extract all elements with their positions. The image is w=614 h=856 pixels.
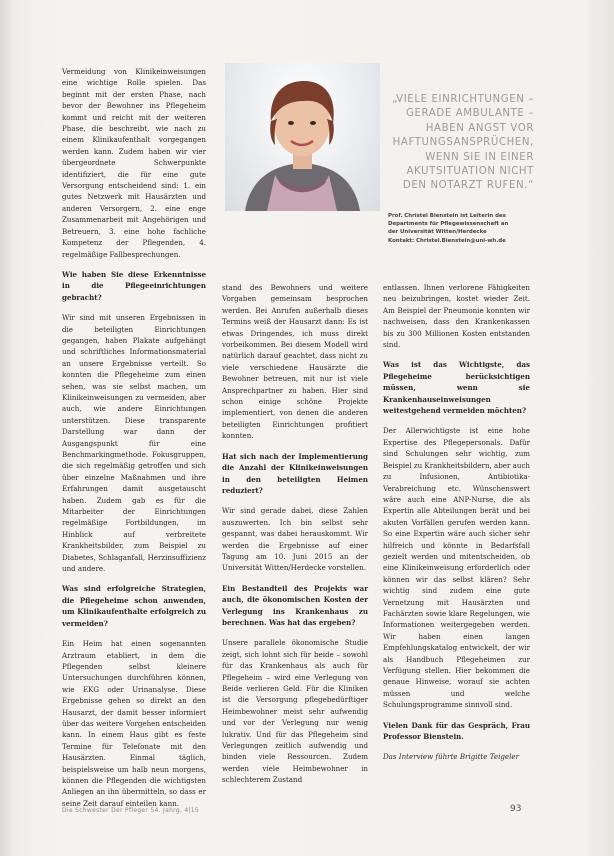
caption-line-4: Kontakt: Christel.Bienstein@uni-wh.de — [388, 237, 506, 244]
col1-question-2: Was sind erfolgreiche Strategien, die Pflegeheime schon anwenden, um Klinikaufenthalte erfolgreich zu vermeiden? — [62, 584, 206, 628]
col2-question-1: Hat sich nach der Implementierung die Anzahl der Klinikeinweisungen in den beteiligten Heimen reduziert? — [222, 451, 368, 495]
col3-question-1: Was ist das Wichtigste, das Pflegeheime berücksichtigen müssen, wenn sie Krankenhauseinweisungen weitestgehend vermeiden möchten? — [383, 360, 530, 416]
col2-paragraph-2: Wir sind gerade dabei, diese Zahlen auszuwerten. Ich bin selbst sehr gespannt, was dabei herauskommt. Wir werden die Ergebnisse auf einer Tagung am 10. Juni 2015 an der Universität Witten/Herdecke vorstellen. — [222, 506, 368, 573]
col2-question-2: Ein Bestandteil des Projekts war auch, die ökonomischen Kosten der Verlegung ins Krankenhaus zu berechnen. Was hat das ergeben? — [222, 583, 368, 627]
col1-paragraph-3: Ein Heim hat einen sogenannten Arztraum etabliert, in dem die Pflegenden selbst kleinere Untersuchungen durchführen können, wie EKG oder Urinanalyse. Diese Ergebnisse gehen so direkt an den Hausarzt, der damit besser informiert über das weitere Vorgehen entscheiden kann. In einem Haus gibt es feste Termine für Telefonate mit den Hausärzten. Einmal täglich, beispielsweise um halb neun morgens, können die Pflegenden die wichtigsten Anliegen an ihn übermitteln, so dass er seine Zeit darauf einteilen kann. — [62, 639, 206, 808]
column-2 — [222, 282, 368, 795]
interviewer-signature: Das Interview führte Brigitte Teigeler — [383, 752, 519, 762]
caption-line-2: Departments für Pflegewissenschaft an — [388, 221, 509, 228]
pull-quote: „VIELE EINRICHTUNGEN – GERADE AMBULANTE – HABEN ANGST VOR HAFTUNGSANSPRÜCHEN, WENN SIE IN EINER AKUTSITUATION NICHT DEN NOTARZT RUFEN.“ — [392, 94, 534, 192]
col3-closing-question: Vielen Dank für das Gespräch, Frau Professor Bienstein. — [383, 720, 530, 742]
column-1 — [62, 66, 206, 818]
col1-question-1: Wie haben Sie diese Erkenntnisse in die Pflegeeinrichtungen gebracht? — [62, 269, 206, 302]
page-footer: Die Schwester Der Pfleger 54. Jahrg. 4|15 — [62, 807, 200, 814]
col1-paragraph-2: Wir sind mit unseren Ergebnissen in die beteiligten Einrichtungen gegangen, haben Plakate aufgehängt und schriftliches Informationsmaterial an unsere Ergebnisse verteilt. So konnten die Pflegeheime zum einen sehen, was sie selbst machen, um Klinikeinweisungen zu vermeiden, aber auch, wie andere Einrichtungen unterstützen. Diese transparente Darstellung war dann der Ausgangspunkt für eine Benchmarkingmethode. Fokusgruppen, die sich regelmäßig getroffen und sich über einzelne Maßnahmen und ihre Erfahrungen damit ausgetauscht haben. Zudem gab es für die Mitarbeiter der Einrichtungen regelmäßige Fortbildungen, im Hinblick auf verbreitete Krankheitsbilder, zum Beispiel zu Diabetes, Schlaganfall, Herzinsuffizienz und andere. — [62, 313, 206, 574]
col3-paragraph-2: Der Allerwichtigste ist eine hohe Expertise des Pflegepersonals. Dafür sind Schulungen sehr wichtig, zum Beispiel zu Krankheitsbildern, aber auch zu Infusionen, Antibiotika-Verabreichung etc. Wünschenswert wäre auch eine ANP-Nurse, die als Expertin alle Abteilungen berät und bei akuten Vorfällen gerufen werden kann. So eine Expertin wäre auch sicher sehr hilfreich und könnte in Bedarfsfall gezielt werden und mitentscheiden, ob eine Klinikeinweisung erforderlich oder können wir das selbst klären? Sehr wichtig sind zudem eine gute Vernetzung mit Hausärzten und Fachärzten sowie klare Regelungen, wie Informationen weitergegeben werden. Wir haben einen langen Empfehlungskatalog entwickelt, der wir als Handbuch Pflegeheimen zur Verfügung stellen. Hier bekommen die genaue Hinweise, worauf sie achten müssen und welche Schulungsprogramme sinnvoll sind. — [383, 426, 530, 710]
col2-paragraph-1: stand des Bewohners und weitere Vorgaben gemeinsam besprochen werden. Bei Anrufen außerhalb dieses Termins weiß der Hausarzt dann: Es ist etwas Dringendes, ich muss direkt vorbeikommen. Bei diesem Modell wird natürlich darauf geachtet, dass nicht zu viele verschiedene Hausärzte die Bewohner betreuen, mit nur ist viele Ansprechpartner zu haben. Hier sind schon einige schöne Projekte implementiert, von denen die anderen beteiligten Einrichtungen profitiert konnten. — [222, 283, 368, 441]
column-3 — [383, 282, 530, 772]
col3-paragraph-1: entlassen. Ihnen verlorene Fähigkeiten neu beizubringen, kostet wieder Zeit. Am Beispiel der Pneumonie konnten wir nachweisen, dass den Krankenkassen bis zu 300 Millionen Kosten entstanden sind. — [383, 283, 530, 350]
caption-line-1: Prof. Christel Bienstein ist Leiterin des — [388, 213, 506, 219]
caption-line-3: der Universität Witten/Herdecke — [388, 229, 487, 236]
page-number: 93 — [510, 804, 522, 814]
col1-paragraph-1: Vermeidung von Klinikeinweisungen eine wichtige Rolle spielen. Das beginnt mit der ersten Phase, nach bevor der Bewohner ins Pflegeheim kommt und reicht mit der weiteren Phase, die beschreibt, wie nach zu einem Klinikaufenthalt vorgegangen werden kann. Zudem haben wir vier übergeordnete Schwerpunkte identifiziert, die für eine gute Versorgung entscheidend sind: 1. ein gutes Netzwerk mit Hausärzten und anderen Versorgern, 2. eine enge Zusammenarbeit mit Angehörigen und Betreuern, 3. eine hohe fachliche Kompetenz der Pflegenden, 4. regelmäßige Fallbesprechungen. — [62, 67, 206, 259]
photo-caption — [388, 212, 536, 245]
portrait-photo — [225, 63, 380, 211]
col2-paragraph-3: Unsere parallele ökonomische Studie zeigt, sich lohnt sich für beide – sowohl für das Krankenhaus als auch für Pflegeheim – wird eine Verlegung von Beide verlieren Geld. Für die Kliniken ist die Versorgung pflegebedürftiger Heimbewohner meist sehr aufwendig und vor der Verlegung nur wenig lukrativ. Und für das Pflegeheim sind Verlegungen zeitlich aufwendig und binden viele Ressourcen. Zudem werden viele Heimbewohner in schlechterem Zustand — [222, 638, 368, 785]
page-fold-shadow — [584, 0, 614, 856]
portrait-illustration — [225, 63, 380, 211]
